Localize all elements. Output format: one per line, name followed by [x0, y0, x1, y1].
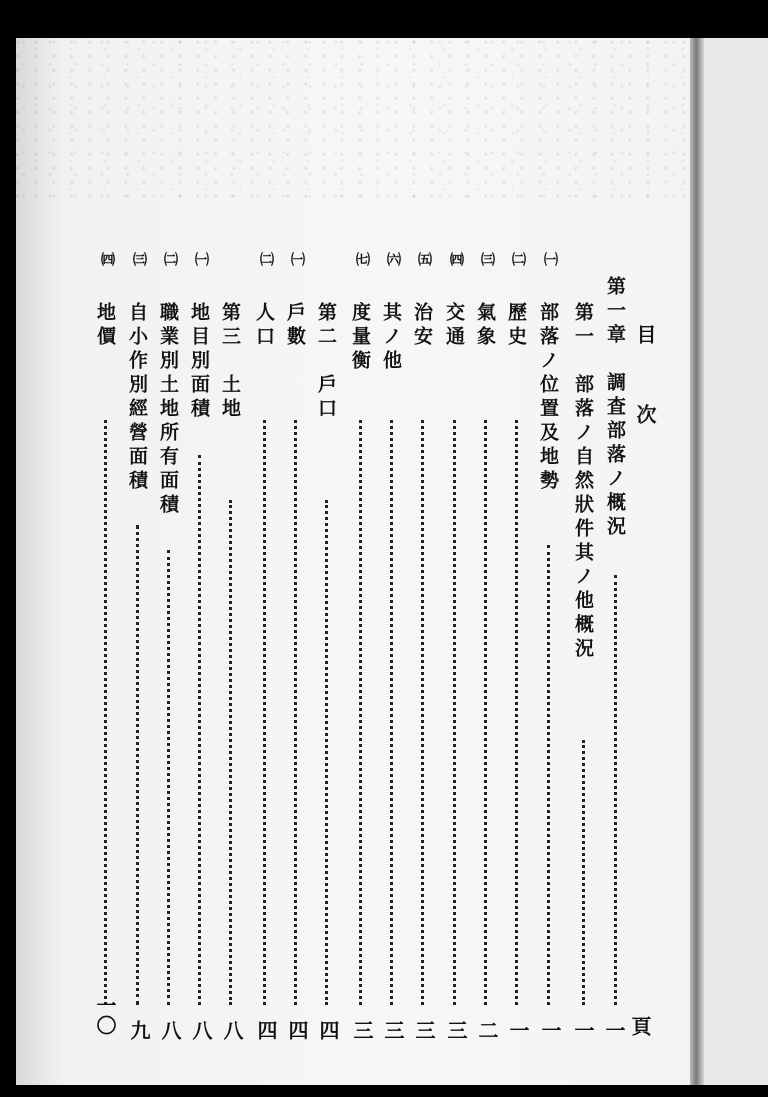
leader-dots	[515, 420, 521, 1005]
toc-page-number: 三	[350, 1020, 374, 1040]
toc-title: 目次	[633, 324, 657, 484]
toc-page-number: 一	[571, 1020, 595, 1040]
toc-page-number: 八	[189, 1020, 213, 1040]
leader-dots	[104, 420, 110, 1005]
toc-page-number: 八	[220, 1020, 244, 1040]
toc-page-number: 九	[127, 1020, 151, 1040]
leader-dots	[421, 420, 427, 1005]
toc-entry-section-3: 第三 土地	[219, 302, 241, 422]
toc-page-number: 二	[475, 1020, 499, 1040]
toc-entry-chapter-1: 第一章 調査部落ノ概況	[604, 276, 626, 540]
toc-entry-item: 部落ノ位置及地勢	[537, 302, 559, 494]
toc-page-number: 一	[538, 1020, 562, 1040]
toc-item-number: ㈡	[258, 252, 274, 266]
leader-dots	[547, 545, 553, 1005]
leader-dots	[453, 420, 459, 1005]
leader-dots	[198, 455, 204, 1005]
toc-page-number: 四	[316, 1020, 340, 1040]
toc-item-number: ㈢	[479, 252, 495, 266]
toc-page-number: 四	[254, 1020, 278, 1040]
toc-entry-item: 戶數	[284, 302, 306, 350]
toc-entry-item: 氣象	[474, 302, 496, 350]
leader-dots	[167, 550, 173, 1005]
leader-dots	[614, 575, 620, 1005]
paper-noise	[16, 38, 706, 198]
toc-page-number: 四	[285, 1020, 309, 1040]
toc-entry-item: 治安	[411, 302, 433, 350]
leader-dots	[325, 500, 331, 1005]
toc-page-number: 三	[444, 1020, 468, 1040]
toc-item-number: ㈠	[542, 252, 558, 266]
toc-item-number: ㈣	[99, 252, 115, 266]
toc-entry-item: 地價	[94, 302, 116, 350]
toc-page-number: 一	[602, 1020, 626, 1040]
leader-dots	[484, 420, 490, 1005]
book-gutter	[690, 38, 704, 1085]
toc-item-number: ㈤	[416, 252, 432, 266]
leader-dots	[390, 420, 396, 1005]
toc-entry-item: 自小作別經營面積	[126, 302, 148, 494]
toc-entry-item: 地目別面積	[188, 302, 210, 422]
toc-page-number: 一〇	[93, 995, 117, 1035]
facing-page-strip	[704, 38, 768, 1085]
toc-page-number: 三	[381, 1020, 405, 1040]
toc-entry-item: 度量衡	[349, 302, 371, 374]
toc-entry-item: 交通	[443, 302, 465, 350]
toc-entry-section-1: 第一 部落ノ自然狀件其ノ他概況	[572, 302, 594, 662]
page-column-label: 頁	[628, 1016, 652, 1036]
toc-item-number: ㈡	[510, 252, 526, 266]
leader-dots	[263, 420, 269, 1005]
leader-dots	[582, 740, 588, 1005]
toc-item-number: ㈠	[289, 252, 305, 266]
toc-item-number: ㈠	[193, 252, 209, 266]
toc-entry-item: 其ノ他	[380, 302, 402, 374]
toc-item-number: ㈥	[385, 252, 401, 266]
toc-entry-item: 人口	[253, 302, 275, 350]
toc-item-number: ㈢	[131, 252, 147, 266]
leader-dots	[359, 420, 365, 1005]
leader-dots	[136, 525, 142, 1005]
toc-item-number: ㈡	[162, 252, 178, 266]
toc-page-number: 三	[412, 1020, 436, 1040]
toc-item-number: ㈣	[448, 252, 464, 266]
leader-dots	[229, 500, 235, 1005]
toc-entry-section-2: 第二 戶口	[315, 302, 337, 422]
toc-entry-item: 歷史	[505, 302, 527, 350]
toc-item-number: ㈦	[354, 252, 370, 266]
toc-page-number: 八	[158, 1020, 182, 1040]
toc-entry-item: 職業別土地所有面積	[157, 302, 179, 518]
toc-page-number: 一	[506, 1020, 530, 1040]
leader-dots	[294, 420, 300, 1005]
